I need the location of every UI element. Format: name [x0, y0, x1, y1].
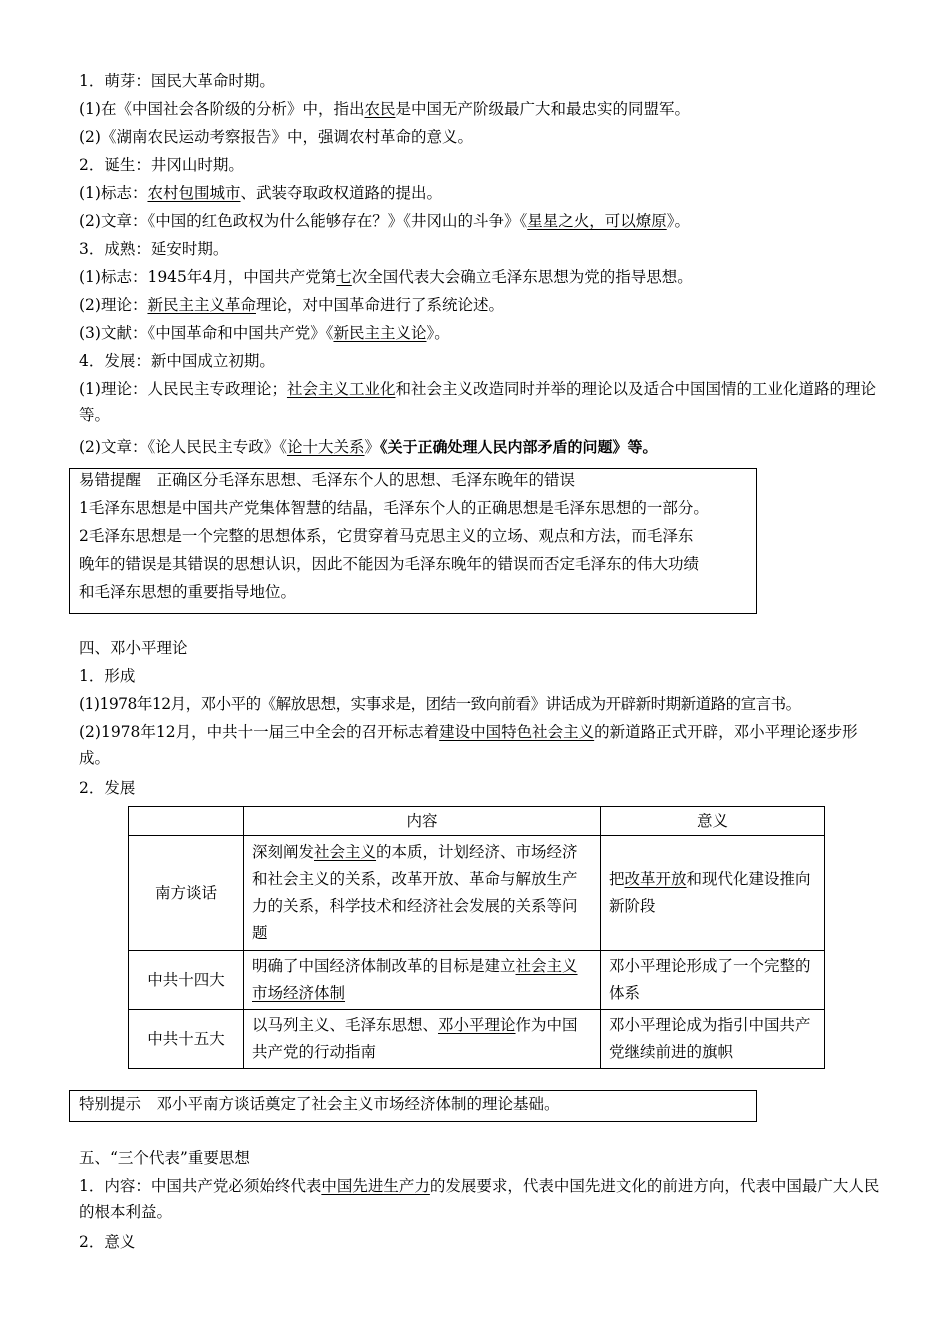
- formation-heading: 1．形成: [79, 667, 136, 685]
- row-content: 深刻阐发社会主义的本质，计划经济、市场经济和社会主义的关系，改革开放、革命与解放生产力的关系，科学技术和经济社会发展的关系等问题: [244, 836, 601, 951]
- error-tip-title: 易错提醒 正确区分毛泽东思想、毛泽东个人的思想、毛泽东晚年的错误: [79, 471, 576, 489]
- table-row: [129, 836, 825, 951]
- stage-2-point-1: (1)标志：农村包围城市、武装夺取政权道路的提出。: [79, 184, 442, 202]
- three-represents-content: 1．内容：中国共产党必须始终代表中国先进生产力的发展要求，代表中国先进文化的前进方向，代表中国最广大人民的根本利益。: [79, 1177, 880, 1221]
- error-tip-point-2: 2毛泽东思想是一个完整的思想体系，它贯穿着马克思主义的立场、观点和方法，而毛泽东: [79, 527, 694, 545]
- special-tip-text: 特别提示 邓小平南方谈话奠定了社会主义市场经济体制的理论基础。: [79, 1095, 560, 1113]
- row-significance: 邓小平理论形成了一个完整的体系: [601, 951, 825, 1010]
- table-header-blank: [129, 807, 244, 836]
- row-content: 明确了中国经济体制改革的目标是建立社会主义市场经济体制: [244, 951, 601, 1010]
- row-name: 中共十五大: [129, 1010, 244, 1069]
- formation-point-2: (2)1978年12月，中共十一届三中全会的召开标志着建设中国特色社会主义的新道路正式开辟，邓小平理论逐步形成。: [79, 723, 858, 767]
- stage-4-point-2: (2)文章：《论人民民主专政》《论十大关系》《关于正确处理人民内部矛盾的问题》等。: [79, 438, 658, 456]
- section-4-heading: 四、邓小平理论: [79, 639, 188, 657]
- error-tip-point-1: 1毛泽东思想是中国共产党集体智慧的结晶，毛泽东个人的正确思想是毛泽东思想的一部分。: [79, 499, 709, 517]
- stage-4-point-1: (1)理论：人民民主专政理论；社会主义工业化和社会主义改造同时并举的理论以及适合中国国情的工业化道路的理论等。: [79, 380, 876, 424]
- stage-3-point-3: (3)文献：《中国革命和中国共产党》《新民主主义论》。: [79, 324, 450, 342]
- table-header-content: 内容: [244, 807, 601, 836]
- stage-2-point-2: (2)文章：《中国的红色政权为什么能够存在？》《井冈山的斗争》《星星之火，可以燎原》。: [79, 212, 690, 230]
- stage-2-heading: 2．诞生：井冈山时期。: [79, 156, 244, 174]
- stage-1-heading: 1．萌芽：国民大革命时期。: [79, 72, 275, 90]
- stage-1-point-1: (1)在《中国社会各阶级的分析》中，指出农民是中国无产阶级最广大和最忠实的同盟军。: [79, 100, 690, 118]
- error-tip-point-2-line-3: 和毛泽东思想的重要指导地位。: [79, 583, 297, 601]
- formation-point-1: (1)1978年12月，邓小平的《解放思想，实事求是，团结一致向前看》讲话成为开辟新时期新道路的宣言书。: [79, 695, 801, 713]
- row-content: 以马列主义、毛泽东思想、邓小平理论作为中国共产党的行动指南: [244, 1010, 601, 1069]
- stage-3-point-1: (1)标志：1945年4月，中国共产党第七次全国代表大会确立毛泽东思想为党的指导思想。: [79, 268, 693, 286]
- stage-1-point-2: (2)《湖南农民运动考察报告》中，强调农村革命的意义。: [79, 128, 473, 146]
- row-name: 中共十四大: [129, 951, 244, 1010]
- error-tip-point-2-line-2: 晚年的错误是其错误的思想认识，因此不能因为毛泽东晚年的错误而否定毛泽东的伟大功绩: [79, 555, 700, 573]
- table-header-significance: 意义: [601, 807, 825, 836]
- section-5-heading: 五、“三个代表”重要思想: [79, 1149, 250, 1167]
- development-table: [128, 806, 825, 1069]
- stage-4-heading: 4．发展：新中国成立初期。: [79, 352, 275, 370]
- row-significance: 邓小平理论成为指引中国共产党继续前进的旗帜: [601, 1010, 825, 1069]
- development-heading: 2．发展: [79, 779, 136, 797]
- table-row: [129, 951, 825, 1010]
- stage-3-heading: 3．成熟：延安时期。: [79, 240, 229, 258]
- row-name: 南方谈话: [129, 836, 244, 951]
- stage-3-point-2: (2)理论：新民主主义革命理论，对中国革命进行了系统论述。: [79, 296, 504, 314]
- significance-heading: 2．意义: [79, 1233, 136, 1251]
- row-significance: 把改革开放和现代化建设推向新阶段: [601, 836, 825, 951]
- table-header-row: [129, 807, 825, 836]
- table-row: [129, 1010, 825, 1069]
